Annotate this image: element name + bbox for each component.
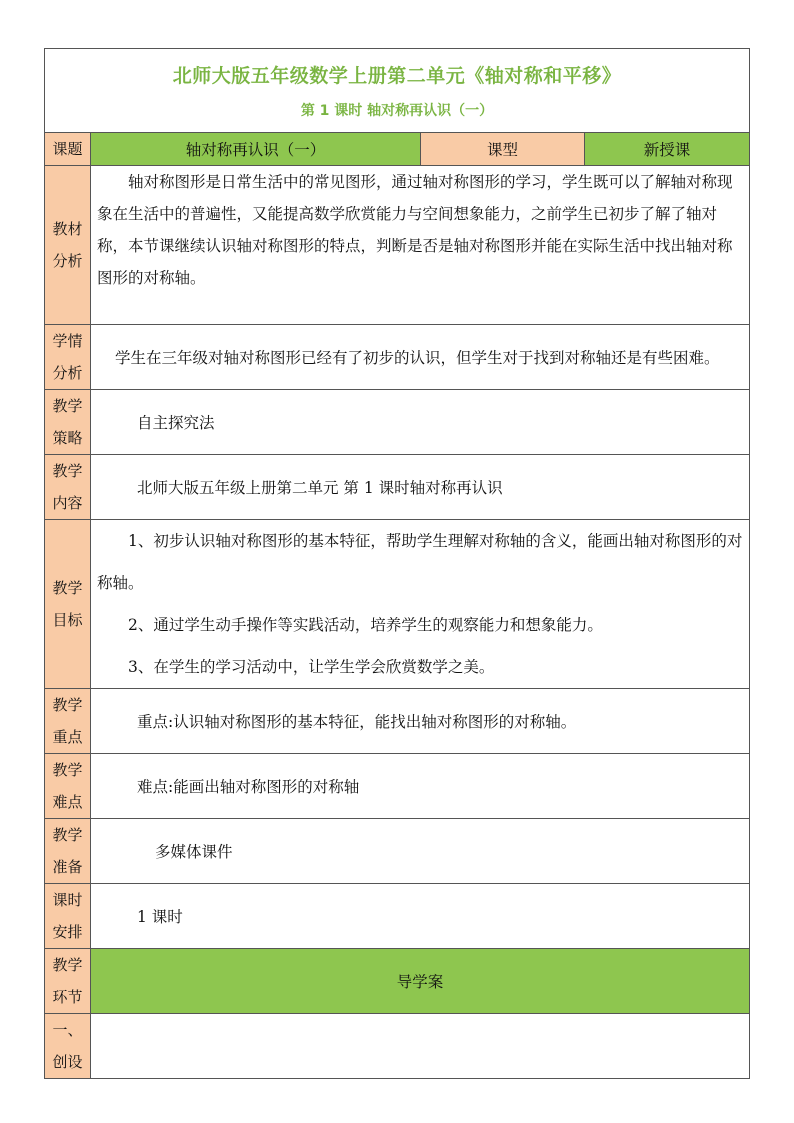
key-point-label: 教学 重点 bbox=[45, 689, 91, 754]
student-cell bbox=[91, 325, 750, 390]
lesson-plan-sheet bbox=[44, 48, 749, 1079]
schedule-row bbox=[45, 884, 750, 949]
student-row bbox=[45, 325, 750, 390]
objectives-cell bbox=[91, 520, 750, 689]
objective-item: 2、通过学生动手操作等实践活动，培养学生的观察能力和想象能力。 bbox=[128, 616, 603, 634]
strategy-cell bbox=[91, 390, 750, 455]
objectives-label: 教学 目标 bbox=[45, 520, 91, 689]
stage-label: 教学 环节 bbox=[45, 949, 91, 1014]
schedule-cell bbox=[91, 884, 750, 949]
student-text: 学生在三年级对轴对称图形已经有了初步的认识，但学生对于找到对称轴还是有些困难。 bbox=[115, 349, 720, 367]
page-title: 北师大版五年级数学上册第二单元《轴对称和平移》 bbox=[172, 65, 622, 87]
lesson-plan-table bbox=[44, 48, 750, 1079]
difficulty-label: 教学 难点 bbox=[45, 754, 91, 819]
key-point-cell bbox=[91, 689, 750, 754]
material-label: 教材 分析 bbox=[45, 166, 91, 325]
material-text: 轴对称图形是日常生活中的常见图形，通过轴对称图形的学习，学生既可以了解轴对称现象在生活中的普遍性，又能提高数学欣赏能力与空间想象能力，之前学生已初步了解了轴对称，本节课继续认识轴对称图形的特点，判断是否是轴对称图形并能在实际生活中找出轴对称图形的对称轴。 bbox=[97, 173, 733, 287]
lesson-label: 课题 bbox=[45, 133, 91, 166]
objective-item: 3、在学生的学习活动中，让学生学会欣赏数学之美。 bbox=[128, 658, 495, 676]
objectives-row bbox=[45, 520, 750, 689]
student-label: 学情 分析 bbox=[45, 325, 91, 390]
content-text: 北师大版五年级上册第二单元 第 1 课时轴对称再认识 bbox=[137, 479, 503, 497]
schedule-label: 课时 安排 bbox=[45, 884, 91, 949]
key-point-text: 重点:认识轴对称图形的基本特征，能找出轴对称图形的对称轴。 bbox=[137, 713, 577, 731]
difficulty-row bbox=[45, 754, 750, 819]
preparation-row bbox=[45, 819, 750, 884]
stage-cell bbox=[91, 949, 750, 1014]
objective-item: 1、初步认识轴对称图形的基本特征，帮助学生理解对称轴的含义，能画出轴对称图形的对称轴。 bbox=[97, 532, 743, 592]
stage-row bbox=[45, 949, 750, 1014]
material-cell bbox=[91, 166, 750, 325]
preparation-cell bbox=[91, 819, 750, 884]
step1-cell bbox=[91, 1014, 750, 1079]
content-cell bbox=[91, 455, 750, 520]
strategy-label: 教学 策略 bbox=[45, 390, 91, 455]
stage-text: 导学案 bbox=[396, 973, 444, 991]
type-value: 新授课 bbox=[585, 133, 750, 166]
strategy-text: 自主探究法 bbox=[137, 414, 215, 432]
schedule-text: 1 课时 bbox=[137, 908, 183, 926]
info-row bbox=[45, 133, 750, 166]
material-row bbox=[45, 166, 750, 325]
strategy-row bbox=[45, 390, 750, 455]
step1-label: 一、 创设 bbox=[45, 1014, 91, 1079]
content-row bbox=[45, 455, 750, 520]
header-row bbox=[45, 49, 750, 133]
content-label: 教学 内容 bbox=[45, 455, 91, 520]
type-label: 课型 bbox=[421, 133, 585, 166]
page-subtitle: 第 1 课时 轴对称再认识（一） bbox=[300, 103, 494, 119]
preparation-label: 教学 准备 bbox=[45, 819, 91, 884]
step1-row bbox=[45, 1014, 750, 1079]
difficulty-text: 难点:能画出轴对称图形的对称轴 bbox=[137, 778, 360, 796]
difficulty-cell bbox=[91, 754, 750, 819]
header-cell bbox=[45, 49, 750, 133]
lesson-value: 轴对称再认识（一） bbox=[91, 133, 421, 166]
preparation-text: 多媒体课件 bbox=[155, 843, 233, 861]
key-point-row bbox=[45, 689, 750, 754]
